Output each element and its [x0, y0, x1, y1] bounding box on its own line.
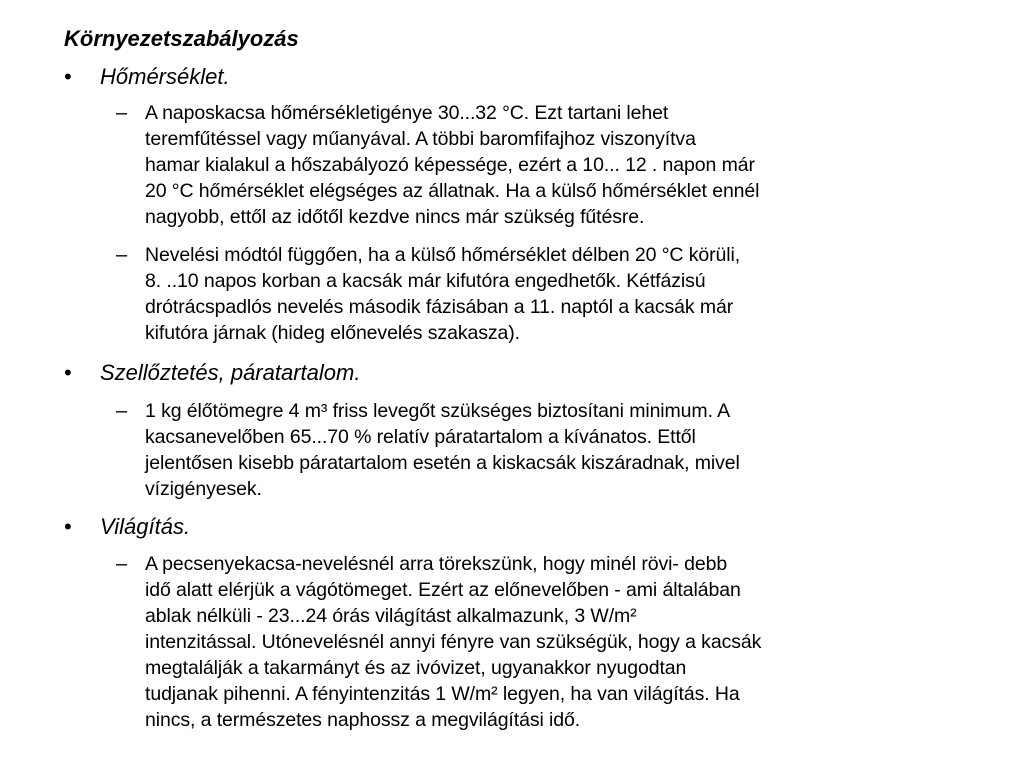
list-item-text: A naposkacsa hőmérsékletigénye 30...32 °C. Ezt tartani lehet teremfűtéssel vagy műanyával. A többi baromfifajhoz viszonyítva hamar kialakul a hőszabályozó képessége, ezért a 10... 12 . napon már 20 °C hőmérséklet elégséges az állatnak. Ha a külső hőmérséklet ennél nagyobb, ettől az időtől kezdve nincs már szükség fűtésre. [145, 102, 760, 228]
dash-icon: – [116, 553, 128, 575]
bullet-icon: • [64, 514, 72, 539]
list-item-text: Nevelési módtól függően, ha a külső hőmérséklet délben 20 °C körüli, 8. ..10 napos korban a kacsák már kifutóra engedhetők. Kétfázisú drótrácspadlós nevelés második fázisában a 11. naptól a kacsák már kifutóra járnak (hideg előnevelés szakasza). [145, 244, 741, 344]
bullet-icon: • [64, 64, 72, 89]
section-heading: Szellőztetés, páratartalom. [100, 360, 361, 385]
dash-icon: – [116, 102, 128, 124]
section-heading: Hőmérséklet. [100, 64, 230, 89]
list-item-text: A pecsenyekacsa-nevelésnél arra törekszünk, hogy minél rövi- debb idő alatt elérjük a vágótömeget. Ezért az előnevelőben - ami általában ablak nélküli - 23...24 órás világítást alkalmazunk, 3 W/m² intenzitással. Utónevelésnél annyi fényre van szükségük, hogy a kacsák megtalálják a takarmányt és az ivóvizet, ugyanakkor nyugodtan tudjanak pihenni. A fényintenzitás 1 W/m² legyen, ha van világítás. Ha nincs, a természetes naphossz a megvilágítási idő. [145, 553, 762, 731]
list-item-text: 1 kg élőtömegre 4 m³ friss levegőt szükséges biztosítani minimum. A kacsanevelőben 65...70 % relatív páratartalom a kívánatos. Ettől jelentősen kisebb páratartalom esetén a kiskacsák kiszáradnak, mivel vízigényesek. [145, 400, 740, 500]
bullet-icon: • [64, 360, 72, 385]
dash-icon: – [116, 400, 128, 422]
section-heading: Világítás. [100, 514, 191, 539]
dash-icon: – [116, 244, 128, 266]
slide-title: Környezetszabályozás [64, 26, 299, 51]
